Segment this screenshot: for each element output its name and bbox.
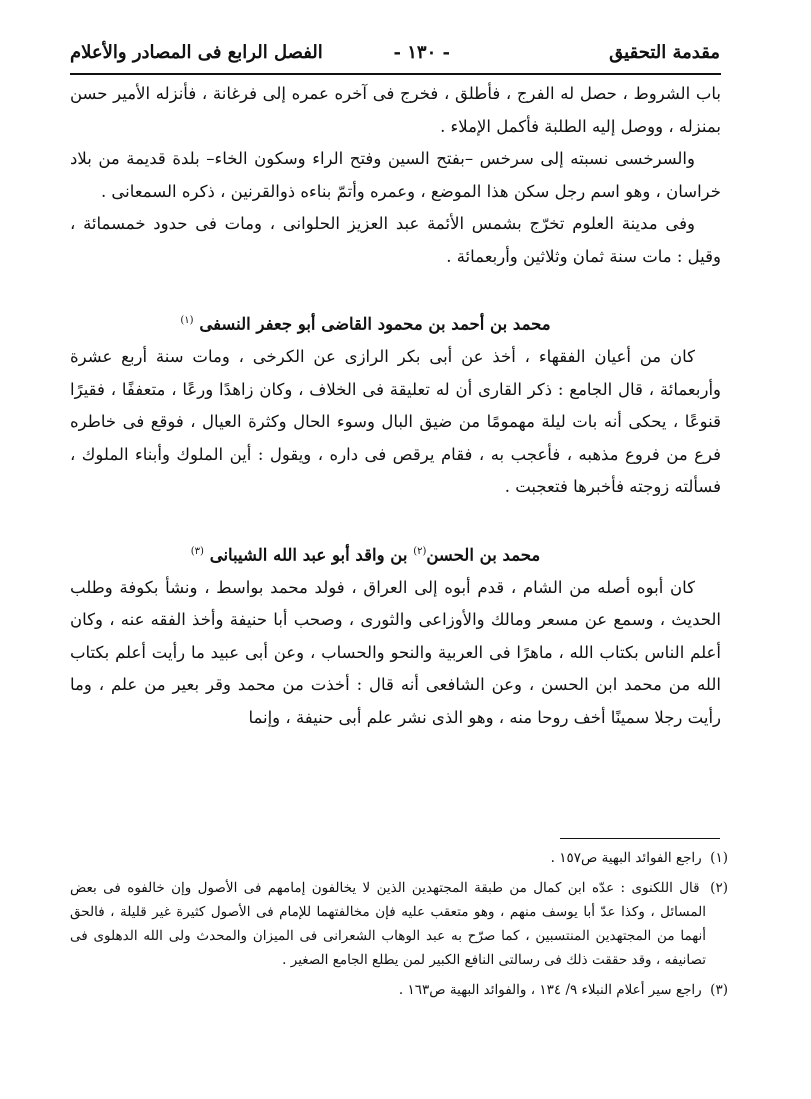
main-text [70,78,721,734]
intro-paragraph-1: باب الشروط ، حصل له الفرج ، فأطلق ، فخرج فى آخره عمره إلى فرغانة ، فأنزله الأمير حسن بمنزله ، ووصل إليه الطلبة فأكمل الإملاء . [70,84,721,136]
footnotes [70,846,728,1008]
section-1-heading-text: محمد بن أحمد بن محمود القاضى أبو جعفر النسفى [199,314,551,334]
header-book-part: مقدمة التحقيق [609,42,720,63]
footnote-ref-3: (٣) [190,545,204,557]
footnote-text: راجع سير أعلام النبلاء ٩/ ١٣٤ ، والفوائد البهية ص١٦٣ . [398,982,702,998]
section-1-heading [70,305,721,341]
footnote-rule [560,838,720,839]
header-chapter-title: الفصل الرابع فى المصادر والأعلام [70,42,323,63]
section-1-body: كان من أعيان الفقهاء ، أخذ عن أبى بكر الرازى عن الكرخى ، ومات سنة أربع عشرة وأربعمائة ، قال الجامع : ذكر القارى أن له تعليقة فى الخلاف ، وكان زاهدًا ورعًا ، متعففًا ، فقيرًا قنوعًا ، يحكى أنه بات ليلة مهمومًا من ضيق البال وسوء الحال وكثرة العيال ، فوقع فى خاطره فرع من فروع مذهبه ، فأعجب به ، فقام يرقص فى داره ، ويقول : أين الملوك وأبناء الملوك ، فسألته زوجته فأخبرها فتعجبت . [70,347,721,496]
footnote-ref-2: (٢) [413,545,427,557]
section-2-body: كان أبوه أصله من الشام ، قدم أبوه إلى العراق ، فولد محمد بواسط ، ونشأ بكوفة وطلب الحديث ، وسمع عن مسعر ومالك والأوزاعى والثورى ، وصحب أبا حنيفة وأخذ الفقه عنه ، وكان أعلم الناس بكتاب الله ، ماهرًا فى العربية والنحو والحساب ، وعن أبى عبيد ما رأيت أعلم بكتاب الله من محمد ابن الحسن ، وعن الشافعى أنه قال : أخذت من محمد وقر بعير من علم ، وما رأيت رجلا سمينًا أخف روحا منه ، وهو الذى نشر علم أبى حنيفة ، وإنما [70,577,721,727]
intro-paragraph-2: والسرخسى نسبته إلى سرخس –بفتح السين وفتح الراء وسكون الخاء– بلدة قديمة من بلاد خراسان ، وهو اسم رجل سكن هذا الموضع ، وعمره وأتمّ بناءه ذوالقرنين ، ذكره السمعانى . [70,149,721,201]
footnote-number: (٣) [710,982,728,998]
footnote-ref-1: (١) [180,315,194,326]
page-number: - ١٣٠ - [393,42,450,63]
section-2-heading-text-a: محمد بن الحسن [426,545,541,564]
footnote [70,978,728,1002]
section-gap [70,504,721,536]
footnote-text: راجع الفوائد البهية ص١٥٧ . [550,850,702,866]
footnote [70,846,728,870]
section-2-heading-text-b: بن واقد أبو عبد الله الشيبانى [209,545,414,564]
running-header [70,42,720,70]
footnote [70,876,728,972]
footnote-number: (١) [710,850,728,866]
footnote-text: قال اللكنوى : عدّه ابن كمال من طبقة المجتهدين الذين لا يخالفون إمامهم فى الأصول وإن خالفوه فى بعض المسائل ، وكذا عدّ أبا يوسف منهم ، وهو متعقب عليه فإن مخالفتهما للإمام فى الأصول كثيرة غير قليلة ، فالحق أنهما من المجتهدين المنتسبين ، كما صرّح به عبد الوهاب الشعرانى فى الميزان والمحدث ولى الله الدهلوى فى تصانيفه ، وقد حققت ذلك فى رسالتى النافع الكبير لمن يطلع الجامع الصغير . [70,880,706,968]
section-2-heading [70,536,721,572]
intro-paragraph-3: وفى مدينة العلوم تخرّج بشمس الأئمة عبد العزيز الحلوانى ، ومات فى حدود خمسمائة ، وقيل : مات سنة ثمان وثلاثين وأربعمائة . [70,214,721,266]
section-gap [70,273,721,305]
footnote-number: (٢) [710,880,728,896]
header-rule [70,73,721,75]
